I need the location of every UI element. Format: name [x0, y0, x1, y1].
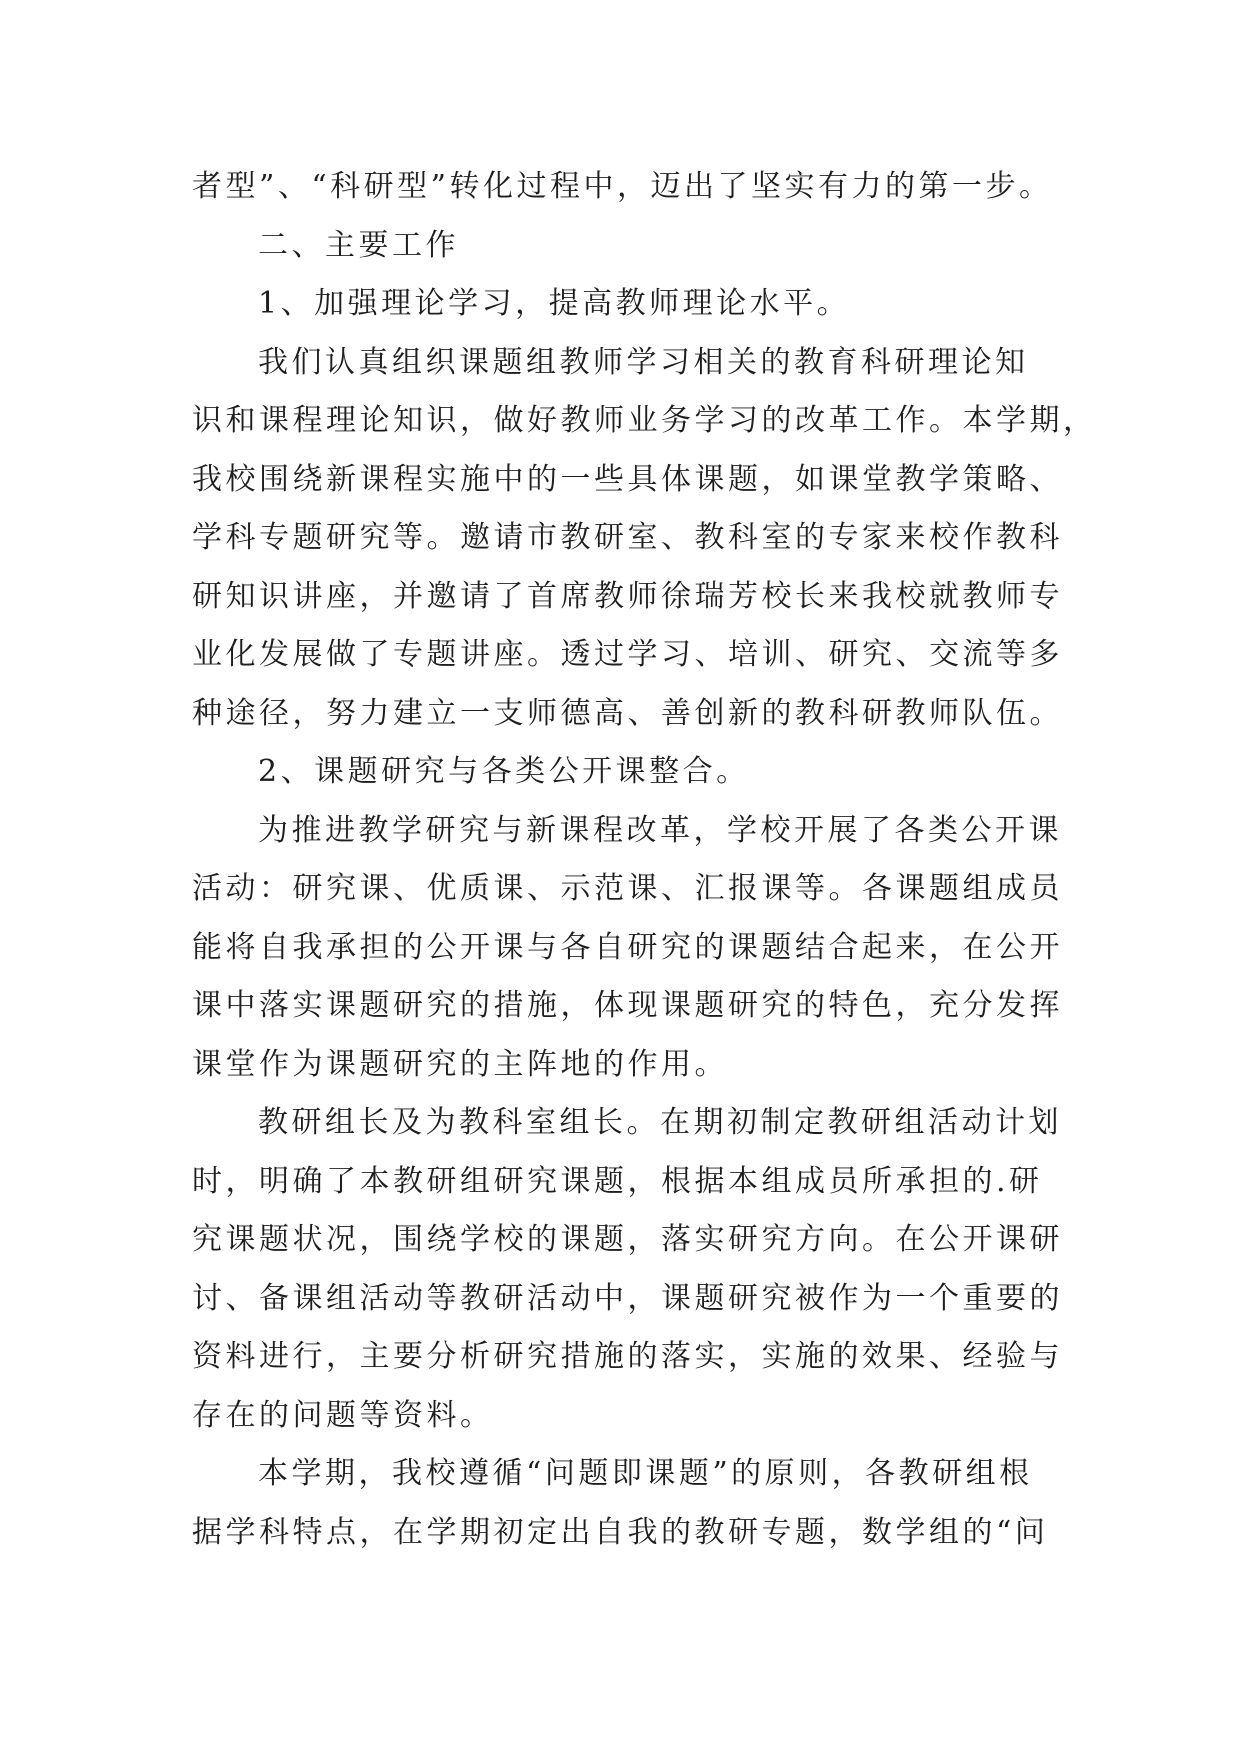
text-line: 课中落实课题研究的措施，体现课题研究的特色，充分发挥 — [192, 988, 1063, 1023]
text-line: 究课题状况，围绕学校的课题，落实研究方向。在公开课研 — [192, 1222, 1063, 1257]
text-line: 业化发展做了专题讲座。透过学习、培训、研究、交流等多 — [192, 637, 1063, 672]
text-line: 识和课程理论知识，做好教师业务学习的改革工作。本学期， — [192, 403, 1097, 438]
text-line: 研知识讲座，并邀请了首席教师徐瑞芳校长来我校就教师专 — [192, 578, 1063, 614]
document-body — [192, 158, 1097, 1562]
subsection-heading: 1、加强理论学习，提高教师理论水平。 — [258, 286, 851, 321]
text-line: 学科专题研究等。邀请市教研室、教科室的专家来校作教科 — [192, 520, 1063, 555]
text-line: 种途径，努力建立一支师德高、善创新的教科研教师队伍。 — [192, 695, 1063, 731]
text-line: 课堂作为课题研究的主阵地的作用。 — [192, 1046, 728, 1082]
text-line: 者型”、“科研型”转化过程中，迈出了坚实有力的第一步。 — [192, 169, 1053, 204]
text-line: 教研组长及为教科室组长。在期初制定教研组活动计划 — [258, 1105, 1062, 1140]
text-line: 活动：研究课、优质课、示范课、汇报课等。各课题组成员 — [192, 871, 1063, 906]
text-line: 时，明确了本教研组研究课题，根据本组成员所承担的.研 — [192, 1163, 1043, 1199]
text-line: 存在的问题等资料。 — [192, 1397, 494, 1433]
text-line: 能将自我承担的公开课与各自研究的课题结合起来，在公开 — [192, 929, 1063, 965]
section-heading: 二、主要工作 — [258, 227, 459, 263]
text-line: 我们认真组织课题组教师学习相关的教育科研理论知 — [258, 344, 1029, 380]
text-line: 讨、备课组活动等教研活动中，课题研究被作为一个重要的 — [192, 1280, 1063, 1316]
text-line: 资料进行，主要分析研究措施的落实，实施的效果、经验与 — [192, 1339, 1063, 1374]
text-line: 我校围绕新课程实施中的一些具体课题，如课堂教学策略、 — [192, 461, 1063, 497]
text-line: 本学期，我校遵循“问题即课题”的原则，各教研组根 — [258, 1456, 1033, 1491]
text-line: 据学科特点，在学期初定出自我的教研专题，数学组的“问 — [192, 1514, 1049, 1550]
subsection-heading: 2、课题研究与各类公开课整合。 — [258, 754, 750, 789]
text-line: 为推进教学研究与新课程改革，学校开展了各类公开课 — [258, 812, 1062, 848]
